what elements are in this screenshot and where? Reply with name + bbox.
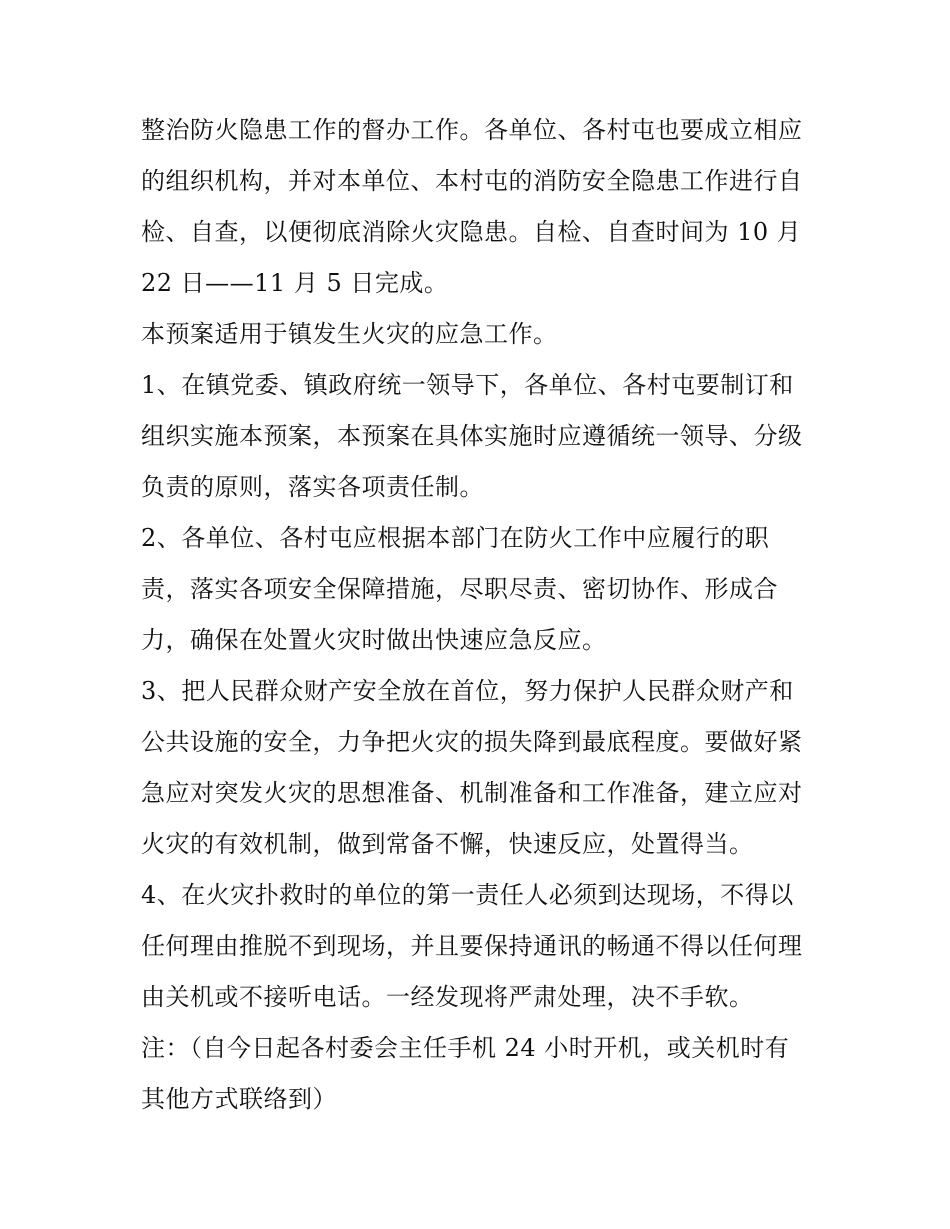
text-line: 的组织机构，并对本单位、本村屯的消防安全隐患工作进行自 xyxy=(141,167,803,195)
text-line: 2、各单位、各村屯应根据本部门在防火工作中应履行的职 xyxy=(141,524,770,552)
text-line: 任何理由推脱不到现场，并且要保持通讯的畅通不得以任何理 xyxy=(141,932,803,960)
text-line: 公共设施的安全，力争把火灾的损失降到最底程度。要做好紧 xyxy=(141,728,803,756)
text-line: 22 日——11 月 5 日完成。 xyxy=(141,269,449,297)
text-line: 4、在火灾扑救时的单位的第一责任人必须到达现场，不得以 xyxy=(141,881,794,909)
text-line: 急应对突发火灾的思想准备、机制准备和工作准备，建立应对 xyxy=(141,779,803,807)
text-line: 检、自查，以便彻底消除火灾隐患。自检、自查时间为 10 月 xyxy=(141,218,802,246)
text-line: 负责的原则，落实各项责任制。 xyxy=(141,473,484,501)
text-line: 本预案适用于镇发生火灾的应急工作。 xyxy=(141,320,558,348)
text-line: 力，确保在处置火灾时做出快速应急反应。 xyxy=(141,626,607,654)
text-line: 1、在镇党委、镇政府统一领导下，各单位、各村屯要制订和 xyxy=(141,371,794,399)
text-line: 由关机或不接听电话。一经发现将严肃处理，决不手软。 xyxy=(141,983,754,1011)
text-line: 其他方式联络到） xyxy=(141,1085,337,1113)
text-line: 注：（自今日起各村委会主任手机 24 小时开机，或关机时有 xyxy=(141,1034,790,1062)
text-line: 火灾的有效机制，做到常备不懈，快速反应，处置得当。 xyxy=(141,830,754,858)
document-body xyxy=(141,105,821,1125)
text-line: 责，落实各项安全保障措施，尽职尽责、密切协作、形成合 xyxy=(141,575,778,603)
text-line: 整治防火隐患工作的督办工作。各单位、各村屯也要成立相应 xyxy=(141,116,803,144)
text-line: 3、把人民群众财产安全放在首位，努力保护人民群众财产和 xyxy=(141,677,794,705)
text-line: 组织实施本预案，本预案在具体实施时应遵循统一领导、分级 xyxy=(141,422,803,450)
